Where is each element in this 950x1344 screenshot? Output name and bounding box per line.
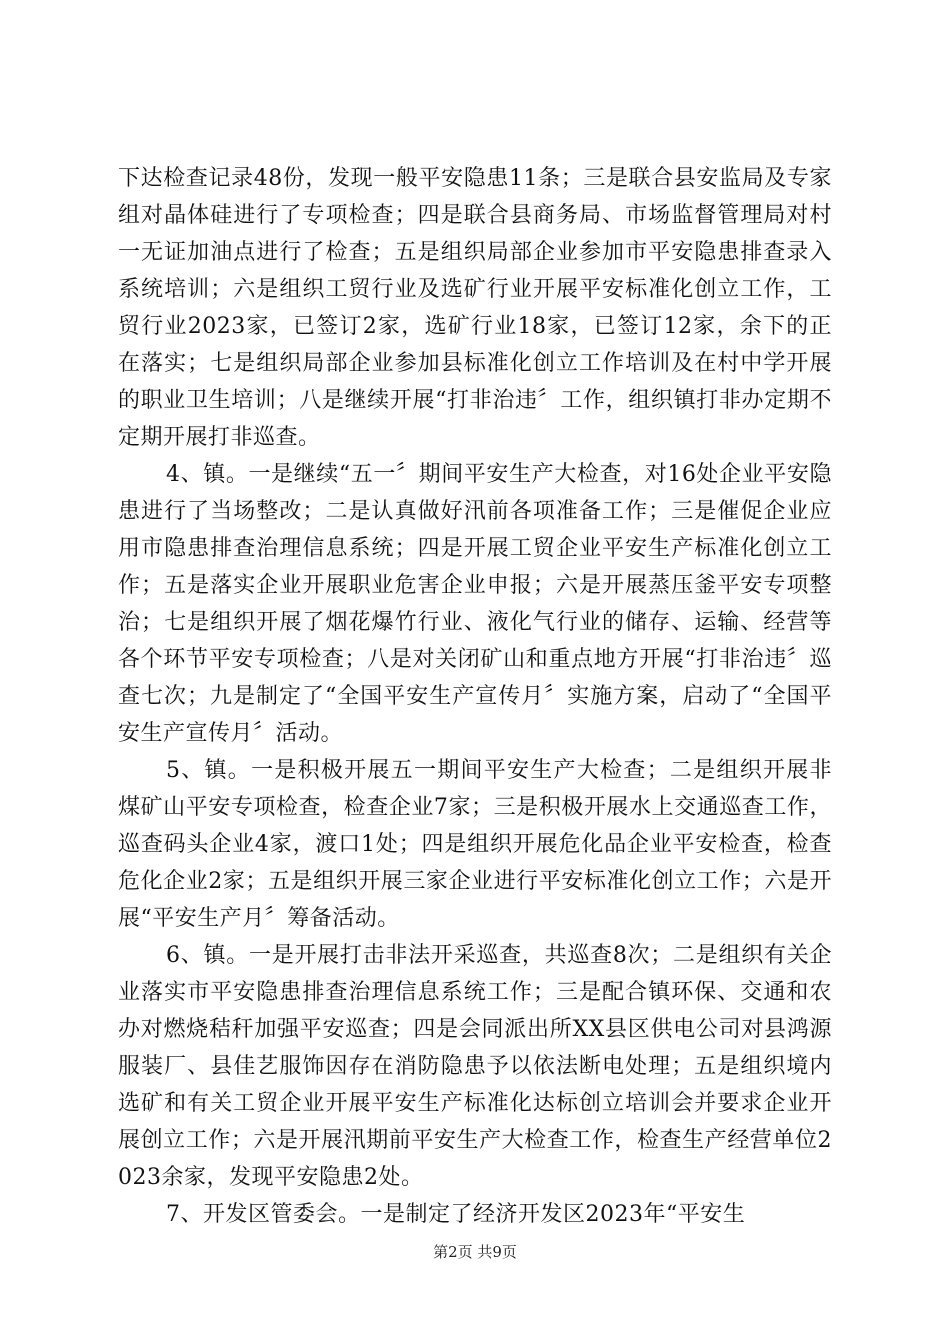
paragraph-item-4: 4、镇。一是继续“五一〞期间平安生产大检查，对16处企业平安隐患进行了当场整改；二是认真做好汛前各项准备工作；三是催促企业应用市隐患排查治理信息系统；四是开展工贸企业平安生产标准化创立工作；五是落实企业开展职业危害企业申报；六是开展蒸压釜平安专项整治；七是组织开展了烟花爆竹行业、液化气行业的储存、运输、经营等各个环节平安专项检查；八是对关闭矿山和重点地方开展“打非治违〞巡查七次；九是制定了“全国平安生产宣传月〞实施方案，启动了“全国平安生产宣传月〞活动。 [118,462,832,746]
paragraph-item-7: 7、开发区管委会。一是制定了经济开发区2023年“平安生 [166,1202,746,1227]
paragraph-continued: 下达检查记录48份，发现一般平安隐患11条；三是联合县安监局及专家组对晶体硅进行了专项检查；四是联合县商务局、市场监督管理局对村一无证加油点进行了检查；五是组织局部企业参加市平安隐患排查录入系统培训；六是组织工贸行业及选矿行业开展平安标准化创立工作，工贸行业2023家，已签订2家，选矿行业18家，已签订12家，余下的正在落实；七是组织局部企业参加县标准化创立工作培训及在村中学开展的职业卫生培训；八是继续开展“打非治违〞工作，组织镇打非办定期不定期开展打非巡查。 [118,166,832,450]
paragraph-item-5: 5、镇。一是积极开展五一期间平安生产大检查；二是组织开展非煤矿山平安专项检查，检查企业7家；三是积极开展水上交通巡查工作，巡查码头企业4家，渡口1处；四是组织开展危化品企业平安检查，检查危化企业2家；五是组织开展三家企业进行平安标准化创立工作；六是开展“平安生产月〞筹备活动。 [118,758,832,931]
document-body [118,160,832,1233]
paragraph-item-6: 6、镇。一是开展打击非法开采巡查，共巡查8次；二是组织有关企业落实市平安隐患排查治理信息系统工作；三是配合镇环保、交通和农办对燃烧秸秆加强平安巡查；四是会同派出所XX县区供电公司对县鸿源服装厂、县佳艺服饰因存在消防隐患予以依法断电处理；五是组织境内选矿和有关工贸企业开展平安生产标准化达标创立培训会并要求企业开展创立工作；六是开展汛期前平安生产大检查工作，检查生产经营单位2023余家，发现平安隐患2处。 [118,943,832,1190]
page-footer: 第2页 共9页 [433,1243,517,1261]
